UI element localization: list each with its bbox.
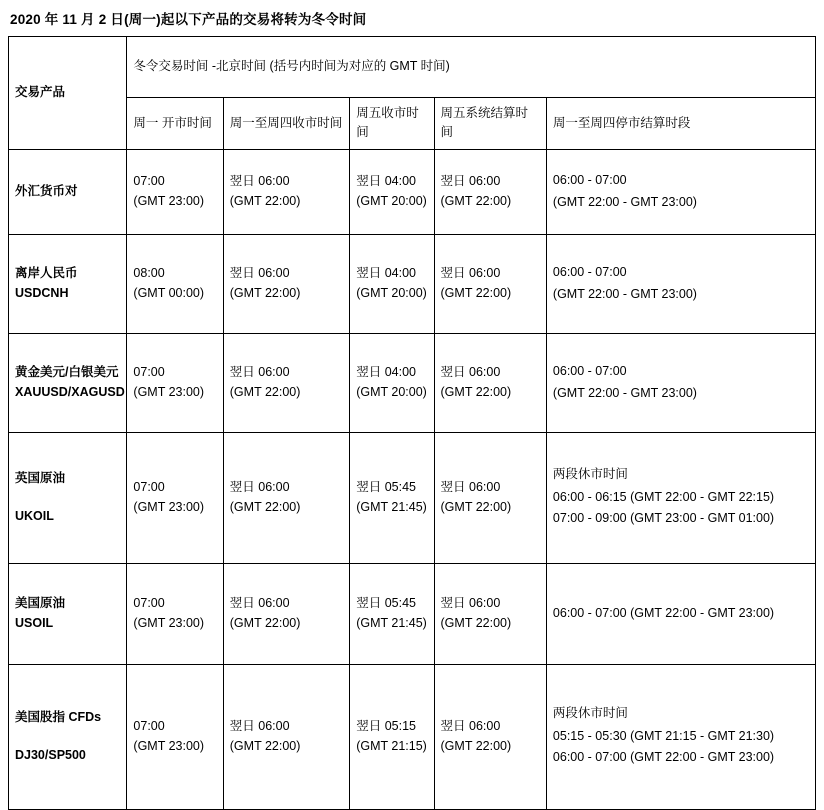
product-code: DJ30/SP500	[15, 748, 86, 763]
cell-settlement-fri	[434, 234, 546, 333]
close-fri-gmt: (GMT 21:45)	[356, 615, 427, 630]
settlement-fri-time: 翌日 06:00	[440, 365, 501, 380]
close-fri-gmt: (GMT 20:00)	[356, 384, 427, 399]
table-row	[9, 333, 816, 432]
cell-product	[9, 563, 127, 664]
cell-product	[9, 333, 127, 432]
cell-product	[9, 234, 127, 333]
settlement-fri-gmt: (GMT 22:00)	[440, 615, 512, 630]
cell-close-mon-thu	[223, 234, 349, 333]
table-header-row-group	[9, 37, 816, 98]
settlement-fri-gmt: (GMT 22:00)	[440, 499, 512, 514]
break-line: 07:00 - 09:00 (GMT 23:00 - GMT 01:00)	[552, 511, 775, 526]
product-name: 黄金美元/白银美元	[15, 365, 119, 380]
close-mon-thu-time: 翌日 06:00	[229, 480, 290, 495]
close-fri-time: 翌日 04:00	[356, 266, 416, 281]
cell-close-fri	[350, 664, 434, 809]
close-fri-time: 翌日 04:00	[356, 174, 416, 189]
cell-close-mon-thu	[223, 333, 349, 432]
settlement-fri-time: 翌日 06:00	[440, 480, 501, 495]
close-fri-gmt: (GMT 20:00)	[356, 285, 427, 300]
cell-product	[9, 432, 127, 563]
close-fri-time: 翌日 05:45	[356, 596, 416, 611]
cell-open	[127, 234, 223, 333]
break-label: 两段休市时间	[552, 705, 628, 720]
break-line: (GMT 22:00 - GMT 23:00)	[552, 385, 697, 400]
table-row	[9, 149, 816, 234]
close-fri-gmt: (GMT 20:00)	[356, 193, 427, 208]
cell-settlement-fri	[434, 149, 546, 234]
close-mon-thu-gmt: (GMT 22:00)	[229, 738, 301, 753]
header-cell-break-mon-thu: 周一至周四停市结算时段	[546, 98, 815, 150]
cell-open	[127, 563, 223, 664]
open-time: 07:00	[133, 174, 165, 189]
break-line: (GMT 22:00 - GMT 23:00)	[552, 286, 697, 301]
table-row	[9, 234, 816, 333]
close-fri-time: 翌日 05:45	[356, 480, 416, 495]
cell-settlement-fri	[434, 432, 546, 563]
header-cell-settlement-fri: 周五系统结算时间	[434, 98, 546, 150]
break-line: (GMT 22:00 - GMT 23:00)	[552, 194, 697, 209]
open-time-gmt: (GMT 23:00)	[133, 384, 205, 399]
open-time: 07:00	[133, 480, 165, 495]
settlement-fri-gmt: (GMT 22:00)	[440, 193, 512, 208]
table-row	[9, 432, 816, 563]
cell-close-mon-thu	[223, 664, 349, 809]
settlement-fri-time: 翌日 06:00	[440, 596, 501, 611]
open-time: 07:00	[133, 365, 165, 380]
cell-close-fri	[350, 432, 434, 563]
close-mon-thu-time: 翌日 06:00	[229, 266, 290, 281]
cell-break-mon-thu	[546, 432, 815, 563]
open-time: 07:00	[133, 719, 165, 734]
cell-close-mon-thu	[223, 149, 349, 234]
cell-open	[127, 432, 223, 563]
product-name: 美国股指 CFDs	[15, 709, 102, 724]
open-time-gmt: (GMT 23:00)	[133, 499, 205, 514]
product-code: XAUUSD/XAGUSD	[15, 384, 125, 399]
close-fri-time: 翌日 04:00	[356, 365, 416, 380]
close-mon-thu-gmt: (GMT 22:00)	[229, 193, 301, 208]
close-fri-gmt: (GMT 21:45)	[356, 499, 427, 514]
break-label: 两段休市时间	[552, 466, 628, 481]
cell-settlement-fri	[434, 664, 546, 809]
product-name: 美国原油	[15, 596, 66, 611]
close-mon-thu-gmt: (GMT 22:00)	[229, 384, 301, 399]
close-mon-thu-time: 翌日 06:00	[229, 719, 290, 734]
cell-settlement-fri	[434, 563, 546, 664]
cell-settlement-fri	[434, 333, 546, 432]
open-time-gmt: (GMT 00:00)	[133, 285, 205, 300]
break-line: 06:00 - 07:00 (GMT 22:00 - GMT 23:00)	[552, 606, 775, 621]
table-header-row-columns	[9, 98, 816, 150]
cell-close-mon-thu	[223, 432, 349, 563]
settlement-fri-gmt: (GMT 22:00)	[440, 285, 512, 300]
cell-close-fri	[350, 333, 434, 432]
cell-close-mon-thu	[223, 563, 349, 664]
cell-product	[9, 149, 127, 234]
settlement-fri-time: 翌日 06:00	[440, 174, 501, 189]
open-time-gmt: (GMT 23:00)	[133, 738, 205, 753]
table-row	[9, 563, 816, 664]
cell-break-mon-thu	[546, 234, 815, 333]
header-cell-winter-hours: 冬令交易时间 -北京时间 (括号内时间为对应的 GMT 时间)	[127, 37, 816, 98]
settlement-fri-gmt: (GMT 22:00)	[440, 384, 512, 399]
header-cell-product: 交易产品	[9, 37, 127, 150]
product-code: UKOIL	[15, 509, 54, 524]
open-time-gmt: (GMT 23:00)	[133, 615, 205, 630]
close-mon-thu-gmt: (GMT 22:00)	[229, 615, 301, 630]
settlement-fri-time: 翌日 06:00	[440, 719, 501, 734]
open-time-gmt: (GMT 23:00)	[133, 193, 205, 208]
cell-break-mon-thu	[546, 563, 815, 664]
cell-open	[127, 333, 223, 432]
break-line: 05:15 - 05:30 (GMT 21:15 - GMT 21:30)	[552, 729, 775, 744]
cell-product	[9, 664, 127, 809]
cell-open	[127, 664, 223, 809]
header-cell-close-mon-thu: 周一至周四收市时间	[223, 98, 349, 150]
close-mon-thu-time: 翌日 06:00	[229, 174, 290, 189]
product-name: 外汇货币对	[15, 184, 78, 199]
cell-open	[127, 149, 223, 234]
settlement-fri-time: 翌日 06:00	[440, 266, 501, 281]
open-time: 08:00	[133, 266, 165, 281]
break-line: 06:00 - 06:15 (GMT 22:00 - GMT 22:15)	[552, 490, 775, 505]
close-mon-thu-gmt: (GMT 22:00)	[229, 285, 301, 300]
break-line: 06:00 - 07:00	[552, 265, 627, 280]
close-mon-thu-time: 翌日 06:00	[229, 596, 290, 611]
close-fri-time: 翌日 05:15	[356, 719, 416, 734]
break-line: 06:00 - 07:00	[552, 173, 627, 188]
table-row	[9, 664, 816, 809]
product-name: 离岸人民币	[15, 266, 78, 281]
page-title: 2020 年 11 月 2 日(周一)起以下产品的交易将转为冬令时间	[10, 12, 367, 27]
close-mon-thu-gmt: (GMT 22:00)	[229, 499, 301, 514]
cell-break-mon-thu	[546, 664, 815, 809]
break-line: 06:00 - 07:00 (GMT 22:00 - GMT 23:00)	[552, 750, 775, 765]
close-fri-gmt: (GMT 21:15)	[356, 738, 427, 753]
header-cell-close-fri: 周五收市时间	[350, 98, 434, 150]
cell-break-mon-thu	[546, 333, 815, 432]
header-cell-open-time: 周一 开市时间	[127, 98, 223, 150]
close-mon-thu-time: 翌日 06:00	[229, 365, 290, 380]
break-line: 06:00 - 07:00	[552, 364, 627, 379]
product-code: USDCNH	[15, 285, 69, 300]
open-time: 07:00	[133, 596, 165, 611]
product-name: 英国原油	[15, 470, 66, 485]
cell-close-fri	[350, 563, 434, 664]
settlement-fri-gmt: (GMT 22:00)	[440, 738, 512, 753]
product-code: USOIL	[15, 615, 54, 630]
cell-close-fri	[350, 149, 434, 234]
cell-close-fri	[350, 234, 434, 333]
trading-hours-table	[8, 36, 816, 810]
cell-break-mon-thu	[546, 149, 815, 234]
